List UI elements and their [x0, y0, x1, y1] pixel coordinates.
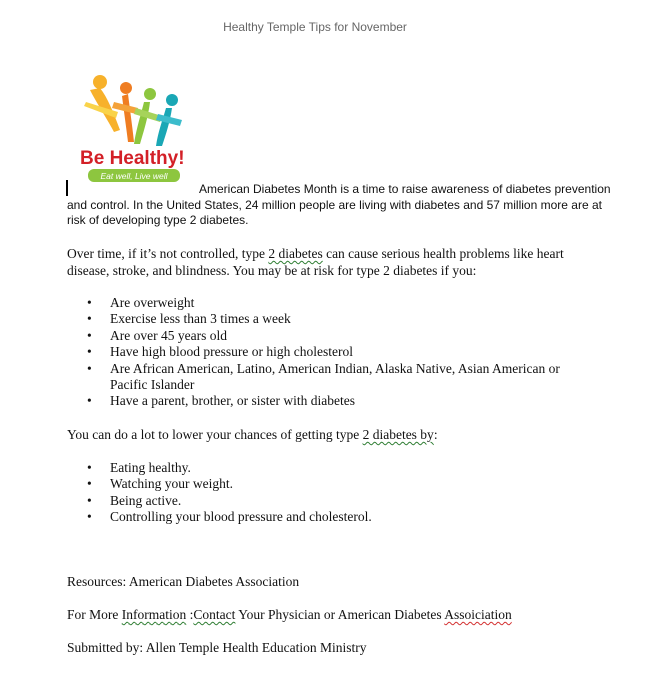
lower-chances-text: :	[433, 427, 438, 442]
be-healthy-logo	[78, 72, 198, 184]
more-info-text: :	[186, 607, 194, 622]
intro-line-1: American Diabetes Month is a time to raise awareness of diabetes prevention	[199, 182, 611, 196]
risk-paragraph-line-2: disease, stroke, and blindness. You may be at risk for type 2 diabetes if you:	[67, 262, 477, 278]
list-item: • Have a parent, brother, or sister with diabetes	[67, 393, 627, 409]
risk-paragraph	[67, 246, 617, 279]
spellcheck-underlined-text: Contact	[193, 607, 236, 622]
spellcheck-underlined-text: Information	[121, 607, 187, 622]
list-item: • Watching your weight.	[67, 476, 627, 492]
risk-factors-list	[67, 295, 627, 410]
list-item: • Controlling your blood pressure and cholesterol.	[67, 509, 627, 525]
list-item: • Eating healthy.	[67, 460, 627, 476]
document-header: Healthy Temple Tips for November	[223, 20, 407, 34]
logo-tagline: Eat well, Live well	[100, 171, 168, 181]
logo-text: Be Healthy!	[80, 148, 185, 169]
intro-line-3: risk of developing type 2 diabetes.	[67, 213, 249, 227]
list-item: • Are over 45 years old	[67, 328, 627, 344]
more-info-text: Your Physician or American Diabetes	[235, 607, 445, 622]
list-item: • Are overweight	[67, 295, 627, 311]
list-item: • Being active.	[67, 493, 627, 509]
list-item: • Exercise less than 3 times a week	[67, 311, 627, 327]
prevention-list	[67, 460, 627, 526]
risk-paragraph-text: can cause serious health problems like heart	[322, 246, 564, 261]
spellcheck-underlined-text: 2 diabetes by	[362, 427, 434, 442]
intro-line-2: and control. In the United States, 24 million people are living with diabetes and 57 million more are at	[67, 197, 602, 212]
resources-line: Resources: American Diabetes Association	[67, 574, 300, 589]
list-item: • Have high blood pressure or high cholesterol	[67, 344, 627, 360]
spellcheck-underlined-text: 2 diabetes	[268, 246, 323, 261]
spelling-error-text: Assoiciation	[444, 607, 512, 622]
list-item: • Are African American, Latino, American Indian, Alaska Native, Asian American or Pacific Islander	[67, 361, 580, 394]
submitted-by-line: Submitted by: Allen Temple Health Education Ministry	[67, 640, 367, 655]
more-info-text: For More	[67, 607, 122, 622]
risk-paragraph-text: Over time, if it’s not controlled, type	[67, 246, 269, 261]
more-info-line	[67, 607, 512, 623]
lower-chances-paragraph	[67, 427, 617, 444]
intro-paragraph	[67, 182, 617, 229]
lower-chances-text: You can do a lot to lower your chances of getting type	[67, 427, 363, 442]
